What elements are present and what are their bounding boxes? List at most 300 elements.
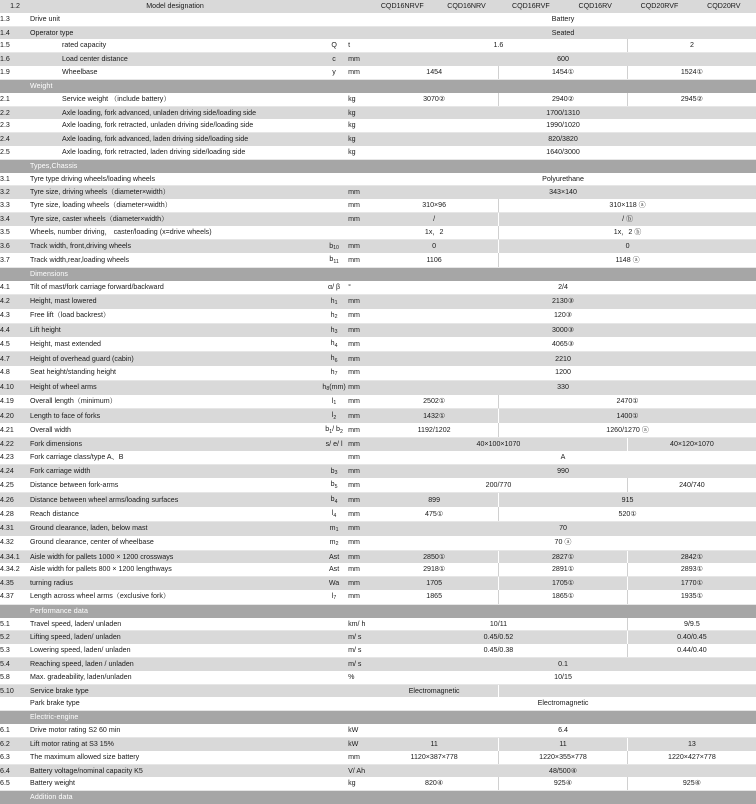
row-symbol: $h_2$ <box>320 309 348 323</box>
table-row <box>0 352 756 366</box>
row-unit: mm <box>348 451 370 464</box>
row-value-all: 3000③ <box>370 323 756 337</box>
row-value-all: 2/4 <box>370 281 756 294</box>
row-unit: kg <box>348 106 370 119</box>
row-value-all: Battery <box>370 13 756 26</box>
table-row <box>0 173 756 186</box>
row-unit: mm <box>348 577 370 590</box>
row-symbol: $b_3$ <box>320 464 348 478</box>
row-symbol: $h_3$ <box>320 323 348 337</box>
row-symbol <box>320 764 348 777</box>
section-title: Weight <box>0 79 756 92</box>
symbol-subscript: 2 <box>334 314 338 321</box>
row-value-all: 10/15 <box>370 671 756 684</box>
row-value-group-3: 1935① <box>627 590 756 604</box>
row-unit: mm <box>348 507 370 521</box>
row-symbol: $m_1$ <box>320 521 348 535</box>
table-row <box>0 737 756 750</box>
table-row <box>0 323 756 337</box>
row-label: Ground clearance, center of wheelbase <box>30 536 320 550</box>
row-value-group-1: 0 <box>370 239 499 253</box>
row-value-group-1: 1865 <box>370 590 499 604</box>
table-row <box>0 563 756 576</box>
row-symbol <box>320 644 348 657</box>
row-number: 4.31 <box>0 521 30 535</box>
row-value-group-12: 0.45/0.38 <box>370 644 627 657</box>
table-row <box>0 199 756 212</box>
row-symbol: $b_{11}$ <box>320 253 348 267</box>
row-value-all: 4065③ <box>370 337 756 351</box>
row-value-group-2: 1454① <box>499 66 628 79</box>
row-value-group-3: 0.40/0.45 <box>627 631 756 644</box>
row-value-group-1: 3070② <box>370 93 499 106</box>
row-number: 2.1 <box>0 93 30 106</box>
row-symbol <box>320 451 348 464</box>
row-symbol: $h_7$ <box>320 366 348 380</box>
row-value-group-23: 1260/1270 ⓐ <box>499 423 756 437</box>
section-title: Dimensions <box>0 268 756 281</box>
row-unit: m/ s <box>348 658 370 671</box>
table-row <box>0 451 756 464</box>
row-label: Length across wheel arms（exclusive fork） <box>30 590 320 604</box>
symbol-subscript: 4 <box>334 342 338 349</box>
row-unit: mm <box>348 590 370 604</box>
row-symbol: $l_2$ <box>320 409 348 423</box>
row-label: Length to face of forks <box>30 409 320 423</box>
row-value-all: Electromagnetic <box>370 697 756 710</box>
symbol-subscript: 4 <box>333 512 337 519</box>
row-value-all: 1640/3000 <box>370 146 756 159</box>
row-unit: mm <box>348 423 370 437</box>
symbol-subscript: 3 <box>334 470 338 477</box>
table-row <box>0 464 756 478</box>
row-symbol <box>320 199 348 212</box>
row-symbol: $m_2$ <box>320 536 348 550</box>
row-value-empty <box>499 684 756 697</box>
row-number: 5.4 <box>0 658 30 671</box>
row-value-group-1: 1192/1202 <box>370 423 499 437</box>
row-label: Operator type <box>30 26 320 39</box>
row-label: Lift motor rating at S3 15% <box>30 737 320 750</box>
model-column-5: CQD20RVF <box>627 0 691 13</box>
row-label: Distance between fork-arms <box>30 478 320 492</box>
row-symbol: c <box>320 53 348 66</box>
row-symbol <box>320 186 348 199</box>
row-number: 1.3 <box>0 13 30 26</box>
row-unit: mm <box>348 464 370 478</box>
row-value-all: 820/3820 <box>370 133 756 146</box>
table-row <box>0 423 756 437</box>
row-unit: t <box>348 39 370 52</box>
row-value-group-23: 1400① <box>499 409 756 423</box>
row-label: Tyre size, caster wheels（diameter×width） <box>30 213 320 226</box>
row-number: 4.1 <box>0 281 30 294</box>
row-number: 4.20 <box>0 409 30 423</box>
row-unit: mm <box>348 493 370 507</box>
row-number: 4.2 <box>0 294 30 308</box>
row-unit: mm <box>348 409 370 423</box>
row-number: 4.34.1 <box>0 550 30 563</box>
row-value-all: Polyurethane <box>370 173 756 186</box>
row-value-all: 48/500④ <box>370 764 756 777</box>
row-value-group-2: 925④ <box>499 777 628 790</box>
row-number: 4.24 <box>0 464 30 478</box>
row-label: Fork carriage width <box>30 464 320 478</box>
symbol-subscript: 1 <box>334 300 338 307</box>
row-label: Height of wheel arms <box>30 380 320 394</box>
symbol-subscript: 1 <box>335 527 339 534</box>
row-label: Park brake type <box>30 697 320 710</box>
row-value-group-23: 1x，2 ⓑ <box>499 226 756 239</box>
row-value-all: 2130③ <box>370 294 756 308</box>
row-unit <box>348 173 370 186</box>
row-value-all: 600 <box>370 53 756 66</box>
symbol-subscript: 7 <box>333 595 337 602</box>
row-number: 6.2 <box>0 737 30 750</box>
table-row <box>0 39 756 52</box>
row-value-group-2: 1865① <box>499 590 628 604</box>
row-value-group-2: 2827① <box>499 550 628 563</box>
row-number: 4.28 <box>0 507 30 521</box>
row-number: 4.7 <box>0 352 30 366</box>
row-value-group-3: 1770① <box>627 577 756 590</box>
table-row <box>0 724 756 737</box>
table-row <box>0 671 756 684</box>
row-label: Drive unit <box>30 13 320 26</box>
row-symbol: Ast <box>320 550 348 563</box>
table-row <box>0 644 756 657</box>
row-unit: kg <box>348 146 370 159</box>
row-value-group-12: 40×100×1070 <box>370 438 627 451</box>
row-value-group-1: / <box>370 213 499 226</box>
row-symbol: $h_6$ <box>320 352 348 366</box>
row-unit <box>348 226 370 239</box>
row-number: 4.32 <box>0 536 30 550</box>
row-value-all: 1990/1020 <box>370 119 756 132</box>
row-value-group-1: 2850① <box>370 550 499 563</box>
row-value-all: 2210 <box>370 352 756 366</box>
row-label: Fork carriage class/type A、B <box>30 451 320 464</box>
row-value-all: 0.1 <box>370 658 756 671</box>
row-label: Wheels, number driving， caster/loading (x=drive wheels) <box>30 226 320 239</box>
row-unit <box>348 697 370 710</box>
row-unit: mm <box>348 294 370 308</box>
row-value-group-1: 11 <box>370 737 499 750</box>
row-number: 4.22 <box>0 438 30 451</box>
row-symbol <box>320 93 348 106</box>
row-label: Lifting speed, laden/ unladen <box>30 631 320 644</box>
row-number <box>0 697 30 710</box>
row-label: The maximum allowed size battery <box>30 751 320 764</box>
row-symbol: Q <box>320 39 348 52</box>
row-number: 3.5 <box>0 226 30 239</box>
row-unit: km/ h <box>348 618 370 631</box>
row-value-group-1: 2502① <box>370 395 499 409</box>
row-label: Travel speed, laden/ unladen <box>30 618 320 631</box>
row-label: Track width, front,driving wheels <box>30 239 320 253</box>
row-symbol <box>320 751 348 764</box>
row-symbol <box>320 146 348 159</box>
row-value-group-12: Electromagnetic <box>370 684 499 697</box>
model-column-6: CQD20RV <box>692 0 756 13</box>
row-value-group-2: 1705① <box>499 577 628 590</box>
row-value-group-2: 1220×355×778 <box>499 751 628 764</box>
row-value-group-12: 200/770 <box>370 478 627 492</box>
table-row <box>0 684 756 697</box>
row-number: 3.2 <box>0 186 30 199</box>
symbol-subscript: 1 <box>333 400 337 407</box>
row-unit: mm <box>348 309 370 323</box>
section-header-electric-engine <box>0 711 756 724</box>
model-column-2: CQD16NRV <box>434 0 498 13</box>
table-row <box>0 53 756 66</box>
row-value-all: 70 <box>370 521 756 535</box>
section-header-performance-data <box>0 604 756 617</box>
table-row <box>0 478 756 492</box>
table-row <box>0 590 756 604</box>
row-value-group-3: 2945② <box>627 93 756 106</box>
row-symbol <box>320 106 348 119</box>
row-value-group-23: 310×118 ⓐ <box>499 199 756 212</box>
row-number: 2.5 <box>0 146 30 159</box>
row-unit: mm <box>348 521 370 535</box>
row-symbol <box>320 724 348 737</box>
table-row <box>0 550 756 563</box>
row-label: Height of overhead guard (cabin) <box>30 352 320 366</box>
row-label: turning radius <box>30 577 320 590</box>
row-unit: mm <box>348 186 370 199</box>
row-unit: mm <box>348 66 370 79</box>
row-unit: mm <box>348 536 370 550</box>
row-label: Seat height/standing height <box>30 366 320 380</box>
row-label: Overall length（minimum） <box>30 395 320 409</box>
row-number: 4.23 <box>0 451 30 464</box>
row-label: Distance between wheel arms/loading surfaces <box>30 493 320 507</box>
row-number: 2.4 <box>0 133 30 146</box>
row-unit: mm <box>348 253 370 267</box>
row-label: Height, mast extended <box>30 337 320 351</box>
row-label: Load center distance <box>30 53 320 66</box>
row-number: 5.8 <box>0 671 30 684</box>
table-row <box>0 631 756 644</box>
row-number: 1.9 <box>0 66 30 79</box>
symbol-subscript: 5 <box>334 483 338 490</box>
table-row <box>0 577 756 590</box>
table-row <box>0 239 756 253</box>
row-unit: kg <box>348 93 370 106</box>
row-value-group-1: 1432① <box>370 409 499 423</box>
section-title: Electric-engine <box>0 711 756 724</box>
table-row <box>0 618 756 631</box>
row-number: 3.4 <box>0 213 30 226</box>
row-number: 4.26 <box>0 493 30 507</box>
symbol-subscript: 11 <box>333 258 339 265</box>
row-label: Axle loading, fork advanced, unladen driving side/loading side <box>30 106 320 119</box>
row-label: Reach distance <box>30 507 320 521</box>
row-unit: mm <box>348 563 370 576</box>
row-value-all: 330 <box>370 380 756 394</box>
row-value-group-23: 1148 ⓐ <box>499 253 756 267</box>
row-value-group-3: 0.44/0.40 <box>627 644 756 657</box>
table-row <box>0 438 756 451</box>
row-unit: mm <box>348 366 370 380</box>
row-number: 3.1 <box>0 173 30 186</box>
row-symbol <box>320 226 348 239</box>
table-row <box>0 253 756 267</box>
row-label: Battery voltage/nominal capacity K5 <box>30 764 320 777</box>
row-value-group-3: 2893① <box>627 563 756 576</box>
row-value-group-1: 1120×387×778 <box>370 751 499 764</box>
row-value-all: 1200 <box>370 366 756 380</box>
row-unit: mm <box>348 213 370 226</box>
row-label: Height, mast lowered <box>30 294 320 308</box>
table-row <box>0 409 756 423</box>
row-symbol: $b_5$ <box>320 478 348 492</box>
row-unit: V/ Ah <box>348 764 370 777</box>
table-row <box>0 213 756 226</box>
row-value-group-23: 2470① <box>499 395 756 409</box>
table-row <box>0 106 756 119</box>
row-symbol <box>320 213 348 226</box>
row-label: Fork dimensions <box>30 438 320 451</box>
symbol-subscript: 2 <box>335 541 339 548</box>
row-number: 1.4 <box>0 26 30 39</box>
row-value-group-12: 0.45/0.52 <box>370 631 627 644</box>
row-symbol: $h_8(mm)$ <box>320 380 348 394</box>
row-value-group-3: 1524① <box>627 66 756 79</box>
table-row <box>0 777 756 790</box>
row-value-group-3: 9/9.5 <box>627 618 756 631</box>
table-row <box>0 13 756 26</box>
row-unit: m/ s <box>348 644 370 657</box>
row-unit: ° <box>348 281 370 294</box>
row-label: Track width,rear,loading wheels <box>30 253 320 267</box>
row-label: Aisle width for pallets 1000 × 1200 crossways <box>30 550 320 563</box>
row-number: 1.5 <box>0 39 30 52</box>
section-header-addition-data <box>0 791 756 804</box>
row-symbol: α/ β <box>320 281 348 294</box>
row-unit: mm <box>348 438 370 451</box>
row-unit: mm <box>348 550 370 563</box>
row-unit: mm <box>348 380 370 394</box>
row-unit: mm <box>348 751 370 764</box>
row-number: 4.10 <box>0 380 30 394</box>
row-unit: mm <box>348 352 370 366</box>
table-row <box>0 493 756 507</box>
row-value-group-23: 520① <box>499 507 756 521</box>
table-row <box>0 380 756 394</box>
row-unit <box>348 13 370 26</box>
row-label: Lift height <box>30 323 320 337</box>
symbol-subscript: 7 <box>334 371 338 378</box>
row-label: rated capacity <box>30 39 320 52</box>
row-value-group-1: 2918① <box>370 563 499 576</box>
row-label: Battery weight <box>30 777 320 790</box>
row-label: Overall width <box>30 423 320 437</box>
row-number: 5.2 <box>0 631 30 644</box>
model-column-1: CQD16NRVF <box>370 0 434 13</box>
row-value-group-2: 11 <box>499 737 628 750</box>
row-symbol <box>320 26 348 39</box>
row-number: 4.5 <box>0 337 30 351</box>
row-unit: m/ s <box>348 631 370 644</box>
row-number: 4.21 <box>0 423 30 437</box>
row-value-group-c: 2 <box>627 39 756 52</box>
row-unit: mm <box>348 239 370 253</box>
row-number: 6.1 <box>0 724 30 737</box>
row-label: Tyre size, driving wheels（diameter×width） <box>30 186 320 199</box>
symbol-subscript: 2 <box>340 428 343 435</box>
row-unit: mm <box>348 478 370 492</box>
row-unit: % <box>348 671 370 684</box>
row-symbol: $l_7$ <box>320 590 348 604</box>
row-unit: mm <box>348 323 370 337</box>
row-number: 4.34.2 <box>0 563 30 576</box>
row-value-group-23: 0 <box>499 239 756 253</box>
table-row <box>0 146 756 159</box>
row-label: Service brake type <box>30 684 320 697</box>
section-title: Types,Chassis <box>0 159 756 172</box>
table-row <box>0 133 756 146</box>
row-symbol <box>320 13 348 26</box>
row-number: 5.3 <box>0 644 30 657</box>
row-value-all: 1700/1310 <box>370 106 756 119</box>
row-number: 4.3 <box>0 309 30 323</box>
row-value-all: A <box>370 451 756 464</box>
table-row <box>0 337 756 351</box>
row-value-group-3: 2842① <box>627 550 756 563</box>
row-label: Model designation <box>30 0 320 13</box>
row-number: 5.10 <box>0 684 30 697</box>
row-unit: kg <box>348 119 370 132</box>
row-label: Free lift（load backrest） <box>30 309 320 323</box>
section-header-dimensions <box>0 268 756 281</box>
row-value-group-1: 475① <box>370 507 499 521</box>
row-symbol <box>320 119 348 132</box>
row-value-group-2: 2891① <box>499 563 628 576</box>
row-value-group-12: 10/11 <box>370 618 627 631</box>
section-header-weight <box>0 79 756 92</box>
row-unit: kW <box>348 724 370 737</box>
table-row <box>0 658 756 671</box>
table-row-model-designation <box>0 0 756 13</box>
row-label: Service weight （include battery） <box>30 93 320 106</box>
row-value-group-1: 1705 <box>370 577 499 590</box>
symbol-subscript: 4 <box>334 498 338 505</box>
row-symbol: y <box>320 66 348 79</box>
table-row <box>0 294 756 308</box>
row-number: 4.19 <box>0 395 30 409</box>
row-symbol <box>320 697 348 710</box>
row-unit: mm <box>348 53 370 66</box>
row-symbol: $l_1$ <box>320 395 348 409</box>
row-label: Axle loading, fork retracted, laden driving side/loading side <box>30 146 320 159</box>
row-symbol: s/ e/ l <box>320 438 348 451</box>
row-value-group-1: 1106 <box>370 253 499 267</box>
row-label: Wheelbase <box>30 66 320 79</box>
row-symbol <box>320 173 348 186</box>
table-row <box>0 521 756 535</box>
model-column-4: CQD16RV <box>563 0 627 13</box>
table-row <box>0 697 756 710</box>
row-label: Axle loading, fork advanced, laden driving side/loading side <box>30 133 320 146</box>
row-unit: mm <box>348 395 370 409</box>
table-row <box>0 764 756 777</box>
table-row <box>0 309 756 323</box>
row-symbol <box>320 133 348 146</box>
row-label: Tyre size, loading wheels（diameter×width） <box>30 199 320 212</box>
row-number: 4.8 <box>0 366 30 380</box>
